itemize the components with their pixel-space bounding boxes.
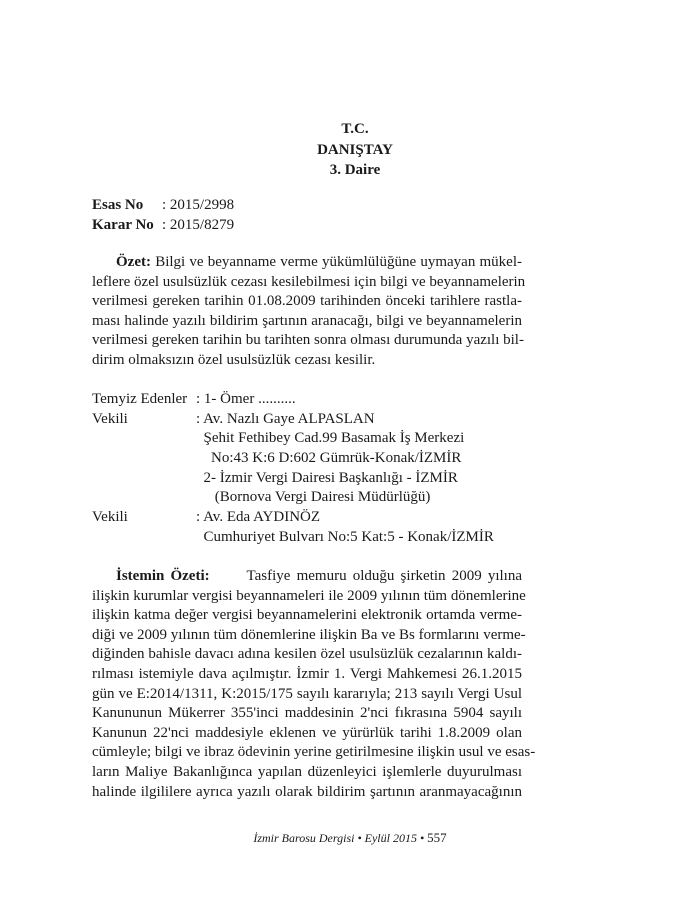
ozet-line: leflere özel usulsüzlük cezası kesilebilmesi için bilgi ve beyannamelerin [92, 273, 526, 290]
party-value: : Av. Nazlı Gaye ALPASLAN [196, 410, 375, 427]
istem-line: diği ve 2009 yılının tüm dönemlerine ilişkin Ba ve Bs formlarını verme- [92, 626, 526, 643]
istem-line: ilişkin katma değer vergisi beyannamelerini elektronik ortamda verme- [92, 607, 522, 624]
header-court: DANIŞTAY [317, 142, 393, 158]
header-tc: T.C. [341, 121, 369, 137]
party-value: (Bornova Vergi Dairesi Müdürlüğü) [196, 489, 431, 506]
istem-colon: : [204, 568, 210, 584]
istem-line: cümleyle; bilgi ve ibraz ödevinin yerine getirilmesine ilişkin usul ve esas- [92, 744, 536, 761]
karar-value: : 2015/8279 [162, 217, 235, 233]
party-value: No:43 K:6 D:602 Gümrük-Konak/İZMİR [196, 450, 462, 467]
journal-name: İzmir Barosu Dergisi • Eylül 2015 • [253, 831, 425, 845]
karar-no [92, 217, 234, 234]
party-label: Vekili [92, 410, 128, 427]
ozet-line: verilmesi gereken tarihin bu tarihten sonra olması durumunda yazılı bil- [92, 332, 524, 349]
istem-line: Kanununun Mükerrer 355'inci maddesinin 2'nci fıkrasına 5904 sayılı [92, 705, 522, 722]
party-value: Cumhuriyet Bulvarı No:5 Kat:5 - Konak/İZMİR [196, 528, 494, 545]
istem-label: İstemin Özeti [116, 568, 205, 584]
party-label: Temyiz Edenler [92, 391, 188, 407]
istem-line: Kanunun 22'nci maddesiyle eklenen ve yürürlük tarihi 1.8.2009 olan [92, 724, 522, 741]
header-chamber: 3. Daire [329, 162, 381, 178]
esas-value: : 2015/2998 [162, 197, 235, 213]
party-value: : 1- Ömer .......... [196, 391, 296, 407]
ozet-line: dirim olmaksızın özel usulsüzlük cezası kesilir. [92, 351, 376, 368]
istem-line: rılması istemiyle dava açılmıştır. İzmir 1. Vergi Mahkemesi 26.1.2015 [92, 665, 522, 682]
page-footer [0, 830, 700, 846]
istem-line: ilişkin kurumlar vergisi beyannameleri ile 2009 yılının tüm dönemlerine [92, 587, 526, 604]
ozet-label: Özet: [116, 254, 151, 270]
istem-line: gün ve E:2014/1311, K:2015/175 sayılı kararıyla; 213 sayılı Vergi Usul [92, 685, 522, 702]
esas-no [92, 197, 234, 214]
party-value: 2- İzmir Vergi Dairesi Başkanlığı - İZMİR [196, 469, 458, 486]
ozet-line: Özet: Bilgi ve beyanname verme yükümlülüğüne uymayan mükel- [116, 254, 523, 270]
istem-line: ların Maliye Bakanlığınca yapılan düzenleyici işlemlerle duyurulması [92, 763, 522, 780]
esas-label: Esas No [92, 197, 144, 213]
istem-paragraph [92, 567, 536, 802]
karar-label: Karar No [92, 217, 154, 233]
istem-line: İstemin Özeti: Tasfiye memuru olduğu şirketin 2009 yılına [92, 567, 522, 587]
party-label: Vekili [92, 509, 128, 526]
istem-line: diğinden bahisle davacı adına kesilen özel usulsüzlük cezalarının kaldı- [92, 646, 522, 663]
party-value: : Av. Eda AYDINÖZ [196, 509, 321, 526]
ozet-line: ması halinde yazılı bildirim şartının aranacağı, bilgi ve beyannamelerin [92, 312, 522, 329]
ozet-paragraph [92, 253, 526, 371]
istem-line: halinde ilgililere ayrıca yazılı olarak bildirim şartının aranmayacağının [92, 783, 522, 800]
ozet-line: verilmesi gereken tarihin 01.08.2009 tarihinden önceki tarihlere rastla- [92, 293, 522, 310]
page-number: 557 [427, 830, 447, 845]
party-value: Şehit Fethibey Cad.99 Basamak İş Merkezi [196, 430, 465, 447]
